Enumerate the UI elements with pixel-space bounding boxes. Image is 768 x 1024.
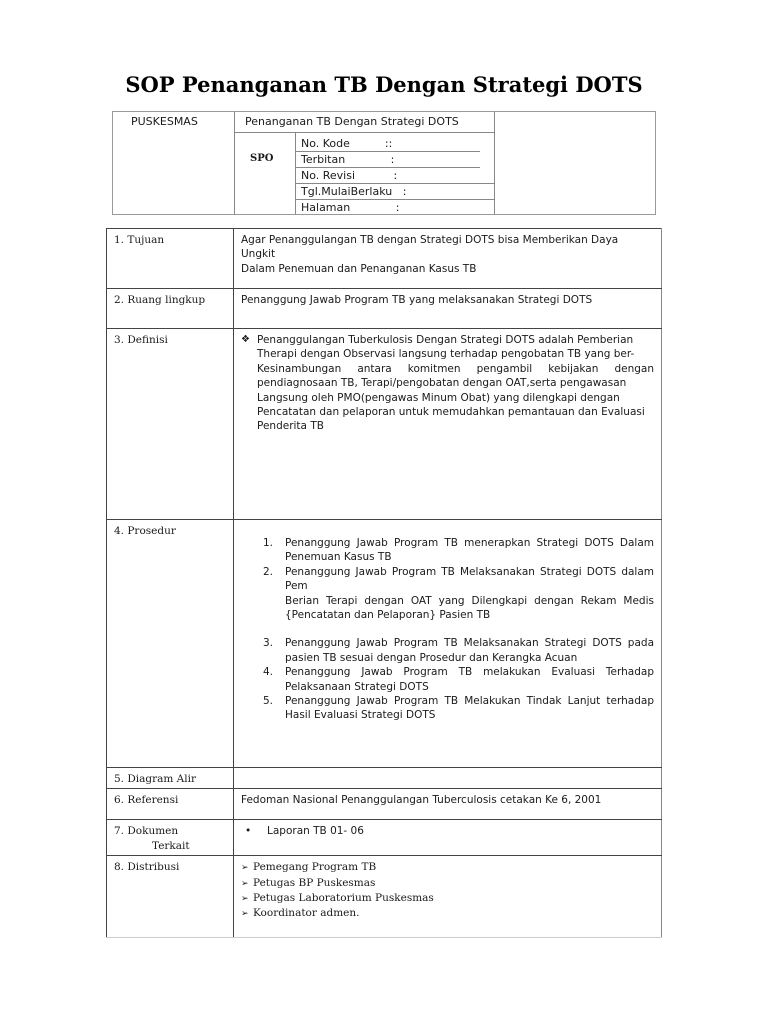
label-dokumen-line1: 7. Dokumen bbox=[114, 825, 179, 838]
row-ruang-lingkup bbox=[107, 289, 662, 329]
content-dokumen-terkait bbox=[234, 820, 662, 856]
content-tujuan bbox=[234, 229, 662, 289]
label-prosedur: 4. Prosedur bbox=[107, 520, 234, 768]
field-no-kode: No. Kode :: bbox=[301, 137, 393, 150]
row-dokumen-terkait bbox=[107, 820, 662, 856]
definisi-body bbox=[241, 347, 654, 433]
header-divider bbox=[494, 112, 495, 214]
page-title: SOP Penanganan TB Dengan Strategi DOTS bbox=[125, 72, 643, 97]
definisi-par: Langsung oleh PMO(pengawas Minum Obat) yang dilengkapi dengan bbox=[257, 391, 620, 404]
header-rule bbox=[295, 183, 494, 184]
org-name: PUSKESMAS bbox=[131, 115, 198, 128]
header-rule bbox=[295, 199, 494, 200]
field-no-revisi: No. Revisi : bbox=[301, 169, 398, 182]
label-dokumen-terkait bbox=[107, 820, 234, 856]
field-terbitan: Terbitan : bbox=[301, 153, 395, 166]
prosedur-item: 2. Penanggung Jawab Program TB Melaksanakan Strategi DOTS dalam Pem bbox=[263, 565, 654, 593]
content-distribusi bbox=[234, 856, 662, 938]
doc-title: Penanganan TB Dengan Strategi DOTS bbox=[245, 115, 459, 128]
distribusi-list bbox=[241, 860, 654, 922]
row-definisi bbox=[107, 329, 662, 520]
label-dokumen-line2: Terkait bbox=[152, 839, 190, 852]
header-rule bbox=[295, 151, 480, 152]
row-prosedur bbox=[107, 520, 662, 768]
definisi-head-text: Penanggulangan Tuberkulosis Dengan Strategi DOTS adalah Pemberian bbox=[257, 334, 634, 346]
diamond-bullet-icon: ❖ bbox=[241, 334, 250, 345]
row-distribusi bbox=[107, 856, 662, 938]
definisi-par: Therapi dengan Observasi langsung terhadap pengobatan TB yang ber- bbox=[257, 348, 635, 361]
definisi-par: Penderita TB bbox=[257, 420, 324, 433]
prosedur-list bbox=[241, 536, 654, 723]
distribusi-item: ➢ Pemegang Program TB bbox=[241, 860, 654, 875]
field-tgl-mulai: Tgl.MulaiBerlaku : bbox=[301, 185, 407, 198]
content-prosedur bbox=[234, 520, 662, 768]
label-tujuan: 1. Tujuan bbox=[107, 229, 234, 289]
row-referensi bbox=[107, 789, 662, 820]
prosedur-item: 4. Penanggung Jawab Program TB melakukan Evaluasi Terhadap Pelaksanaan Strategi DOTS bbox=[263, 666, 654, 693]
content-diagram-alir bbox=[234, 768, 662, 789]
dokumen-list bbox=[241, 824, 654, 838]
prosedur-item: 3. Penanggung Jawab Program TB Melaksanakan Strategi DOTS pada pasien TB sesuai dengan Prosedur dan Kerangka Acuan bbox=[263, 637, 654, 664]
distribusi-item: ➢ Petugas BP Puskesmas bbox=[241, 876, 654, 891]
content-definisi bbox=[234, 329, 662, 520]
label-ruang-lingkup: 2. Ruang lingkup bbox=[107, 289, 234, 329]
content-ruang-lingkup: Penanggung Jawab Program TB yang melaksanakan Strategi DOTS bbox=[234, 289, 662, 329]
label-referensi: 6. Referensi bbox=[107, 789, 234, 820]
header-rule bbox=[295, 167, 480, 168]
tujuan-line2: Dalam Penemuan dan Penanganan Kasus TB bbox=[241, 262, 477, 275]
prosedur-item: Berian Terapi dengan OAT yang Dilengkapi dengan Rekam Medis {Pencatatan dan Pelaporan} Pasien TB bbox=[285, 594, 654, 622]
definisi-head bbox=[241, 333, 654, 347]
field-halaman: Halaman : bbox=[301, 201, 400, 214]
header-divider bbox=[234, 112, 235, 214]
content-referensi: Fedoman Nasional Penanggulangan Tuberculosis cetakan Ke 6, 2001 bbox=[234, 789, 662, 820]
sop-table bbox=[106, 228, 662, 938]
header-rule bbox=[234, 132, 494, 133]
header-box bbox=[112, 111, 656, 215]
header-divider bbox=[295, 132, 296, 214]
spo-label: SPO bbox=[250, 153, 274, 164]
label-diagram-alir: 5. Diagram Alir bbox=[107, 768, 234, 789]
prosedur-item: 1. Penanggung Jawab Program TB menerapkan Strategi DOTS Dalam Penemuan Kasus TB bbox=[263, 537, 654, 564]
tujuan-line1: Agar Penanggulangan TB dengan Strategi DOTS bisa Memberikan Daya Ungkit bbox=[241, 234, 619, 261]
prosedur-item: 5. Penanggung Jawab Program TB Melakukan Tindak Lanjut terhadap Hasil Evaluasi Strategi DOTS bbox=[263, 695, 654, 722]
label-definisi: 3. Definisi bbox=[107, 329, 234, 520]
distribusi-item: ➢ Koordinator admen. bbox=[241, 906, 654, 921]
row-diagram-alir bbox=[107, 768, 662, 789]
definisi-par: Pencatatan dan pelaporan untuk memudahkan pemantauan dan Evaluasi bbox=[257, 406, 645, 419]
label-distribusi: 8. Distribusi bbox=[107, 856, 234, 938]
row-tujuan bbox=[107, 229, 662, 289]
dokumen-item: • Laporan TB 01- 06 bbox=[241, 824, 654, 838]
definisi-par: Kesinambungan antara komitmen pengambil kebijakan dengan pendiagnosaan TB, Terapi/pengobatan dengan OAT,serta pengawasan bbox=[257, 362, 654, 390]
distribusi-item: ➢ Petugas Laboratorium Puskesmas bbox=[241, 891, 654, 906]
